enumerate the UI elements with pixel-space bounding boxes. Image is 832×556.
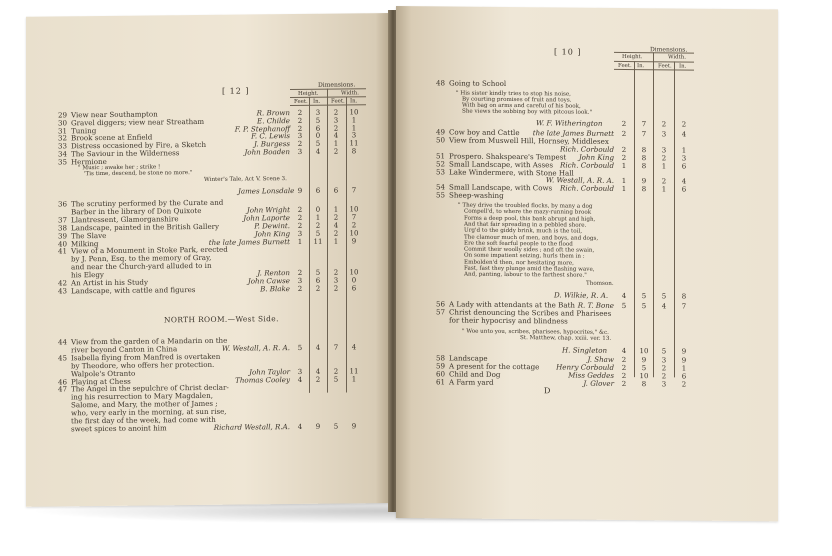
entry-number: 54 <box>436 182 446 192</box>
school-quote-line-1: " His sister kindly tries to stop his noise, <box>456 90 571 98</box>
entry-height-ft: 1 <box>621 177 627 186</box>
entry-height-ft: 2 <box>297 213 303 222</box>
entry-number: 38 <box>58 223 68 233</box>
entry-width-ft: 3 <box>333 276 339 285</box>
entry-number: 57 <box>436 307 446 317</box>
hermione-quote-line-2: 'Tis time, descend, be stone no more." <box>84 170 193 178</box>
entry-width-ft: 2 <box>661 372 667 381</box>
entry-artist: F. P. Stephanoff <box>234 123 290 134</box>
entry-title: river beyond Canton in China <box>71 344 178 355</box>
entry-title: View from Muswell Hill, Hornsey, Middlesex <box>449 135 609 146</box>
entry-title: Llantressent, Glamorganshire <box>71 214 179 225</box>
right-inches-label-2: In. <box>679 63 687 70</box>
entry-title: Cow boy and Cattle <box>449 127 520 138</box>
hermione-width-ft: 6 <box>333 186 339 195</box>
entry-number: 37 <box>58 215 68 225</box>
entry-title: Gravel diggers; view near Streatham <box>71 116 205 128</box>
entry-title: An Artist in his Study <box>71 277 148 288</box>
entry-width-in: 0 <box>351 276 357 285</box>
entry-height-ft: 2 <box>297 124 303 133</box>
entry-title: Child and Dog <box>449 369 501 379</box>
entry-artist: J. Burgess <box>254 139 290 149</box>
entry-height-ft: 2 <box>621 129 627 139</box>
entry-title: Milking <box>71 238 99 248</box>
entry-height-ft: 1 <box>297 237 303 246</box>
entry-height-in: 0 <box>315 205 321 214</box>
entry-width-in: 10 <box>349 268 359 277</box>
entry-height-in: 9 <box>641 356 647 365</box>
entry-title: Christ denouncing the Scribes and Pharisees <box>449 307 612 318</box>
entry-number: 34 <box>58 149 68 159</box>
entry-title: Prospero. Shakspeare's Tempest <box>449 151 567 162</box>
entry-height-ft: 3 <box>297 132 303 141</box>
entry-width-in: 10 <box>349 228 359 238</box>
left-folio: [ 12 ] <box>222 86 250 96</box>
entry-artist: J. Renton <box>257 268 290 278</box>
entry-artist: John Boaden <box>244 147 290 157</box>
entry-height-in: 9 <box>641 177 647 186</box>
entry-number: 40 <box>58 238 68 248</box>
entry-artist: E. Childe <box>257 115 290 126</box>
entry-height-ft: 2 <box>297 269 303 278</box>
entry-number: 50 <box>436 135 446 145</box>
entry-height-ft: 2 <box>621 153 627 162</box>
entry-width-in: 4 <box>681 177 687 186</box>
entry-number: 49 <box>436 127 446 137</box>
entry-title: Landscape, with cattle and figures <box>71 284 196 296</box>
scribes-width-ft: 5 <box>661 347 667 356</box>
entry-title: The scrutiny performed by the Curate and <box>71 197 224 209</box>
entry-width-ft: 1 <box>333 205 339 214</box>
entry-width-in: 6 <box>681 185 687 194</box>
entry-number: 56 <box>436 299 446 309</box>
entry-number: 59 <box>436 361 446 371</box>
sheep-quote-line: Fast, fast they plunge amid the flashing wave, <box>464 265 595 273</box>
entry-height-ft: 1 <box>621 161 627 170</box>
scribes-height-in: 10 <box>639 347 649 356</box>
entry-width-ft: 2 <box>333 124 339 133</box>
sheep-quote-line: And that fair spreading in a pebbled shore. <box>464 221 587 229</box>
sheep-quote-line: And, panting, labour to the farthest shore." <box>464 271 587 279</box>
entry-artist: John Cawse <box>247 276 290 286</box>
entry-height-ft: 2 <box>297 284 303 293</box>
entry-number: 29 <box>58 110 68 120</box>
entry-title: Tuning <box>71 125 97 135</box>
entry-title: Salome, and Mary, the mother of James ; <box>71 398 218 410</box>
entry-title: Small Landscape, with Cows <box>449 182 553 193</box>
entry-width-in: 3 <box>351 131 357 140</box>
entry-artist: Rich. Corbould <box>560 144 614 154</box>
entry-title: View near Southampton <box>71 109 158 120</box>
left-width-label: Width. <box>341 90 359 97</box>
entry-number: 51 <box>436 151 446 161</box>
entry-artist: Richard Westall, R.A. <box>213 421 290 432</box>
scribes-quote-line-1: " Woe unto you, scribes, pharisees, hypocrites," &c. <box>462 328 609 336</box>
entry-width-ft: 2 <box>661 177 667 186</box>
right-col-divider-3 <box>674 61 675 377</box>
signature-mark: D <box>544 386 551 396</box>
entry-height-in: 4 <box>315 147 321 156</box>
entry-title: Landscape <box>449 353 488 363</box>
entry-width-in: 9 <box>351 236 357 245</box>
entry-artist <box>494 80 614 81</box>
entry-width-ft: 2 <box>333 229 339 238</box>
entry-number: 52 <box>436 158 446 169</box>
entry-height-in: 5 <box>315 139 321 148</box>
entry-height-ft: 2 <box>621 145 627 154</box>
sheep-quote-line: Commit their woolly sides ; and oft the swain, <box>464 246 595 254</box>
entry-height-in: 8 <box>641 161 647 170</box>
sheep-quote-line: Forms a deep pool, this bank abrupt and high, <box>464 215 596 223</box>
entry-number: 35 <box>58 157 68 167</box>
entry-title: Walpole's Otranto <box>71 368 136 378</box>
sheep-quote-line: Embolden'd then, nor hesitating more, <box>464 259 574 267</box>
entry-number: 44 <box>58 337 68 347</box>
entry-title: his Elegy <box>71 270 104 280</box>
hermione-quote-line-1: " Music ; awake her ; strike ! <box>78 164 161 172</box>
right-feet-label-2: Feet. <box>658 63 672 70</box>
left-col-divider-1 <box>309 97 310 393</box>
hermione-artist: James Lonsdale <box>238 186 295 196</box>
left-inches-label-2: In. <box>350 98 358 105</box>
right-col-divider-2 <box>653 52 654 377</box>
entry-width-ft: 4 <box>333 131 339 140</box>
entry-height-ft: 1 <box>621 185 627 194</box>
entry-title: View from the garden of a Mandarin on the <box>71 335 228 347</box>
entry-artist: W. Westall, A. R. A. <box>221 342 290 353</box>
entry-title: and near the Church-yard alluded to in <box>71 261 212 272</box>
left-feet-label-2: Feet. <box>331 98 345 105</box>
entry-width-ft: 1 <box>661 185 667 194</box>
left-header-rule-3 <box>290 104 366 106</box>
entry-width-in: 1 <box>351 116 357 125</box>
entry-height-ft: 5 <box>621 301 627 311</box>
entry-artist: John Taylor <box>249 366 290 377</box>
entry-title: Playing at Chess <box>71 376 131 386</box>
entry-width-ft: 7 <box>333 343 339 352</box>
entry-height-in: 2 <box>315 284 321 293</box>
entry-height-in: 5 <box>315 268 321 277</box>
entry-height-in: 5 <box>315 229 321 238</box>
entry-number: 39 <box>58 230 68 241</box>
entry-height-ft: 4 <box>297 375 303 384</box>
entry-height-ft: 3 <box>297 229 303 238</box>
entry-width-ft: 2 <box>661 364 667 373</box>
entry-number: 31 <box>58 125 68 136</box>
entry-number: 41 <box>58 246 68 256</box>
entry-height-ft: 2 <box>297 205 303 214</box>
entry-title: by Theodore, who offers her protection. <box>71 359 215 371</box>
entry-height-ft: 2 <box>297 140 303 149</box>
entry-width-ft: 5 <box>333 422 339 431</box>
entry-artist: J. Glover <box>583 378 614 388</box>
entry-number: 43 <box>58 286 68 296</box>
sheep-quote-line: The clamour much of men, and boys, and dogs, <box>464 234 599 242</box>
entry-height-in: 5 <box>315 116 321 125</box>
entry-height-ft: 2 <box>621 379 627 388</box>
entry-artist: R. Brown <box>256 108 290 118</box>
entry-artist: R. T. Bone <box>577 300 614 310</box>
entry-width-in: 1 <box>351 123 357 132</box>
entry-height-in: 6 <box>315 124 321 133</box>
entry-number: 60 <box>436 369 446 379</box>
entry-number: 47 <box>58 384 68 394</box>
school-quote-line-3: With bag on arms and careful of his book, <box>462 102 581 110</box>
entry-width-in: 4 <box>681 130 687 139</box>
entry-title: Going to School <box>449 78 507 88</box>
entry-width-ft: 2 <box>661 154 667 163</box>
entry-width-in: 10 <box>349 205 359 214</box>
entry-number: 45 <box>58 353 68 363</box>
school-width-ft: 2 <box>661 120 667 129</box>
entry-artist: B. Blake <box>260 283 290 294</box>
right-width-label: Width. <box>668 54 686 61</box>
entry-width-ft: 3 <box>661 356 667 365</box>
entry-title: Landscape, painted in the British Gallery <box>71 221 220 233</box>
entry-width-in: 3 <box>681 154 687 163</box>
entry-artist: John Laporte <box>243 212 290 223</box>
sheep-quote-line: Urg'd to the giddy brink, much is the toil, <box>464 227 583 235</box>
right-feet-label-1: Feet. <box>618 62 632 70</box>
entry-number: 53 <box>436 166 446 176</box>
entry-width-in: 11 <box>349 139 359 148</box>
entry-width-ft: 2 <box>333 108 339 117</box>
entry-height-in: 7 <box>641 130 647 139</box>
right-inches-label-1: In. <box>637 63 645 70</box>
entry-width-in: 6 <box>681 372 687 381</box>
sheep-quote-line: Compell'd, to where the mazy-running brook <box>464 208 592 216</box>
entry-title: View of a Monument in Stoke Park, erected <box>71 245 228 256</box>
entry-height-in: 4 <box>315 367 321 376</box>
right-height-label: Height. <box>622 53 643 61</box>
entry-title: A Lady with attendants at the Bath <box>449 299 575 310</box>
entry-width-in: 8 <box>351 147 357 156</box>
entry-title: The Angel in the sepulchre of Christ declar- <box>71 383 229 394</box>
entry-height-in: 1 <box>315 213 321 222</box>
scribes-height-ft: 4 <box>621 346 627 356</box>
entry-number: 30 <box>58 118 68 128</box>
entry-height-in: 10 <box>639 371 649 380</box>
entry-title: by J. Penn, Esq. to the memory of Gray, <box>71 253 212 264</box>
entry-width-in: 6 <box>681 162 687 171</box>
entry-width-in: 1 <box>351 374 357 383</box>
entry-width-in: 2 <box>681 380 687 389</box>
entry-title: Small Landscape, with Asses <box>449 159 554 169</box>
entry-number: 36 <box>58 199 68 209</box>
school-quote-line-2: By courting promises of fruit and toys. <box>462 96 572 104</box>
entry-number: 55 <box>436 190 446 200</box>
entry-width-ft: 1 <box>661 161 667 170</box>
entry-width-ft: 4 <box>661 302 667 311</box>
entry-title: the first day of the week, had come with <box>71 414 216 426</box>
entry-height-in: 8 <box>641 153 647 162</box>
entry-height-in: 8 <box>641 185 647 194</box>
entry-title: who, very early in the morning, at sun rise, <box>71 406 227 418</box>
right-folio: [ 10 ] <box>554 47 582 57</box>
left-col-divider-2 <box>327 89 328 393</box>
entry-artist: John King <box>254 228 290 239</box>
entry-number: 46 <box>58 376 68 386</box>
entry-height-in: 0 <box>315 132 321 141</box>
school-height-ft: 2 <box>621 119 627 129</box>
school-height-in: 7 <box>641 120 647 129</box>
entry-title: Distress occasioned by Fire, a Sketch <box>71 140 207 151</box>
entry-height-ft: 2 <box>297 116 303 125</box>
entry-artist: P. Dewint. <box>254 220 290 231</box>
left-dimensions-header: Dimensions. <box>318 81 356 89</box>
entry-width-in: 7 <box>351 213 357 222</box>
entry-height-in: 6 <box>315 276 321 285</box>
entry-height-in: 2 <box>315 221 321 230</box>
entry-width-ft: 2 <box>333 147 339 156</box>
entry-width-ft: 2 <box>333 213 339 222</box>
entry-width-in: 10 <box>349 108 359 117</box>
entry-title: Barber in the library of Don Quixote <box>71 205 202 217</box>
right-col-divider-1 <box>634 61 635 377</box>
scribes-artist: H. Singleton <box>562 345 608 355</box>
entry-height-ft: 2 <box>297 221 303 230</box>
north-room-heading: NORTH ROOM.—West Side. <box>164 314 279 325</box>
entry-height-ft: 2 <box>621 371 627 380</box>
entry-width-ft: 3 <box>661 146 667 155</box>
sheep-quote-line: " They drive the troubled flocks, by many a dog <box>458 202 593 210</box>
hermione-height-in: 6 <box>315 186 321 195</box>
entry-height-in: 3 <box>315 108 321 117</box>
entry-width-in: 1 <box>681 364 687 373</box>
sheep-quote-line: Ere the soft fearful people to the flood <box>464 240 573 248</box>
left-inches-label-1: In. <box>313 98 321 105</box>
entry-artist: Thomas Cooley <box>235 374 290 385</box>
entry-height-in: 5 <box>641 364 647 373</box>
entry-height-ft: 3 <box>297 367 303 376</box>
entry-width-ft: 3 <box>333 116 339 125</box>
sheep-width-in: 8 <box>681 292 687 301</box>
entry-width-ft: 3 <box>661 380 667 389</box>
sheep-quote-line: On some impatient seizing, hurls them in : <box>464 252 585 261</box>
entry-height-ft: 2 <box>621 355 627 365</box>
entry-width-ft: 5 <box>333 375 339 384</box>
left-height-label: Height. <box>298 90 319 97</box>
entry-width-ft: 2 <box>333 268 339 277</box>
entry-width-in: 2 <box>351 221 357 230</box>
entry-number: 32 <box>58 133 68 143</box>
entry-artist: Henry Corbould <box>556 362 614 372</box>
entry-artist: Miss Geddes <box>568 370 614 380</box>
right-page <box>396 6 778 521</box>
entry-artist: the late James Burnett <box>208 236 290 247</box>
entry-width-in: 4 <box>351 343 357 352</box>
entry-artist: the late James Burnett <box>532 128 614 138</box>
school-quote-line-4: She views the sobbing boy with pitcous look." <box>462 108 593 116</box>
sheep-width-ft: 5 <box>661 292 667 301</box>
hermione-quote-source: Winter's Tale, Act V. Scene 3. <box>204 176 287 183</box>
entry-number: 58 <box>436 353 446 363</box>
entry-width-ft: 4 <box>333 221 339 230</box>
entry-height-in: 4 <box>315 343 321 352</box>
entry-title: Hermione <box>71 156 107 167</box>
entry-artist: John King <box>578 152 614 162</box>
entry-title: ing his resurrection to Mary Magdalen, <box>71 391 213 402</box>
entry-height-ft: 2 <box>621 363 627 372</box>
entry-number: 42 <box>58 278 68 288</box>
entry-title: The Slave <box>71 230 107 240</box>
entry-width-ft: 2 <box>333 284 339 293</box>
entry-height-ft: 3 <box>297 276 303 285</box>
entry-title: Lake Windermere, with Stone Hall <box>449 166 574 178</box>
entry-artist: J. Shaw <box>587 354 614 364</box>
entry-width-ft: 1 <box>333 139 339 148</box>
entry-width-in: 6 <box>351 284 357 293</box>
entry-width-in: 11 <box>349 366 359 376</box>
entry-height-ft: 3 <box>297 147 303 156</box>
entry-artist: John Wright <box>246 204 290 215</box>
entry-height-ft: 2 <box>297 108 303 117</box>
entry-width-ft: 2 <box>333 367 339 376</box>
scribes-quote-source: St. Matthew, chap. xxiii. ver. 13. <box>520 335 612 342</box>
sheep-quote-source: Thomson. <box>586 280 614 287</box>
entry-number: 48 <box>436 78 446 88</box>
entry-title: A present for the cottage <box>449 361 540 372</box>
entry-height-in: 8 <box>641 379 647 388</box>
left-page <box>26 13 390 507</box>
entry-height-in: 11 <box>313 237 323 246</box>
entry-width-in: 9 <box>681 356 687 365</box>
entry-width-ft: 1 <box>333 237 339 246</box>
entry-width-in: 1 <box>681 146 687 155</box>
left-col-divider-3 <box>346 96 347 392</box>
entry-title: Isabella flying from Manfred is overtaken <box>71 351 221 363</box>
entry-height-in: 5 <box>641 302 647 311</box>
hermione-height-ft: 9 <box>297 186 303 195</box>
hermione-width-in: 7 <box>351 186 357 195</box>
sheep-height-in: 5 <box>641 292 647 301</box>
entry-title: The Saviour in the Wilderness <box>71 148 180 159</box>
entry-title: Sheep-washing <box>449 190 504 201</box>
entry-height-ft: 4 <box>297 422 303 431</box>
entry-artist: Rich. Corbould <box>560 183 614 194</box>
sheep-height-ft: 4 <box>621 291 627 301</box>
entry-height-in: 8 <box>641 145 647 154</box>
entry-title: A Farm yard <box>449 377 494 387</box>
entry-height-in: 9 <box>315 422 321 431</box>
entry-number: 61 <box>436 377 446 387</box>
entry-width-ft: 3 <box>661 130 667 139</box>
right-dimensions-header: Dimensions. <box>650 46 688 54</box>
left-feet-label-1: Feet. <box>294 98 308 106</box>
entry-artist: Rich. Corbould <box>560 160 614 170</box>
entry-title: Brook scene at Enfield <box>71 132 153 143</box>
scribes-width-in: 9 <box>681 347 687 356</box>
entry-height-in: 2 <box>315 375 321 384</box>
school-artist: W. F. Witherington <box>536 118 603 128</box>
entry-artist: W. Westall, A. R. A. <box>545 175 614 186</box>
right-header-rule-3 <box>614 69 694 71</box>
school-width-in: 2 <box>681 120 687 129</box>
entry-number: 33 <box>58 141 68 151</box>
entry-height-ft: 5 <box>297 343 303 352</box>
entry-width-in: 9 <box>351 422 357 431</box>
entry-title: for their hypocrisy and blindness <box>449 315 568 326</box>
entry-artist: F. C. Lewis <box>251 131 290 141</box>
entry-width-in: 7 <box>681 302 687 311</box>
entry-title: sweet spices to anoint him <box>71 423 167 434</box>
sheep-artist: D. Wilkie, R. A. <box>554 290 609 300</box>
